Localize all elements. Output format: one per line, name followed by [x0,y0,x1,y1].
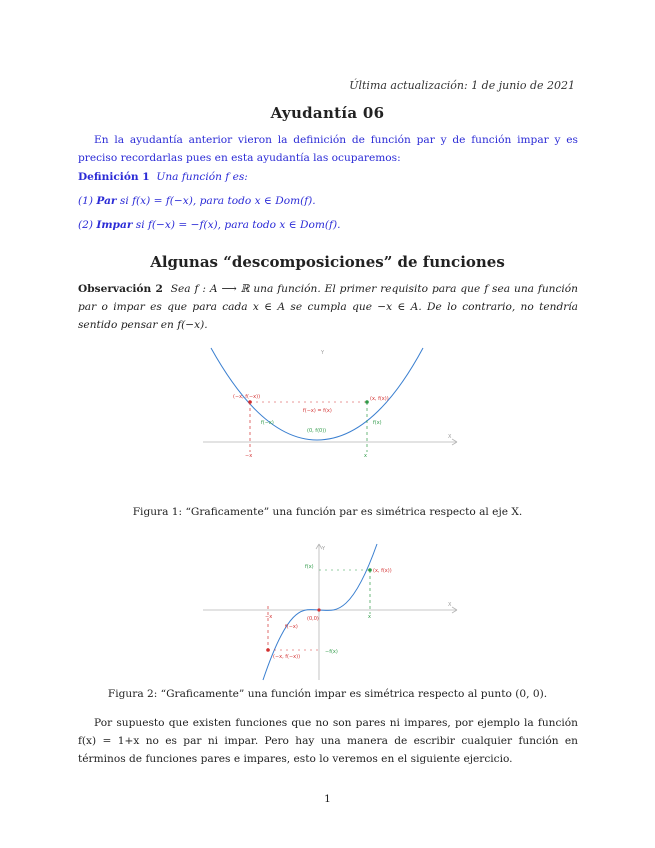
figure-1-caption: Figura 1: “Graficamente” una función par es simétrica respecto al eje X. [132,506,523,518]
label-point-x: (x, f(x)) [370,396,389,402]
point-origin [317,608,320,611]
label-x: x [368,614,371,620]
item-text: si f(−x) = −f(x), para todo x ∈ Dom(f). [135,219,341,231]
label-x: x [364,453,367,459]
definition-heading [78,171,248,183]
closing-paragraph: Por supuesto que existen funciones que no son pares ni impares, por ejemplo la función f(x) = 1+x no es par ni impar. Pero hay una manera de escribir cualquier función en términos de funciones pares e impares, esto lo veremos en el siguiente ejercicio. [78,717,578,765]
observation-label: Observación 2 [78,283,163,295]
point-minus-x [248,400,252,404]
item-term: Par [96,195,117,207]
label-equality: f(−x) = f(x) [303,408,332,414]
figure-2-odd-function-graph [195,540,465,685]
x-axis-arrow [452,439,457,442]
y-axis-label: Y [322,546,326,552]
point-minus-x [266,648,270,652]
item-marker: (2) [78,219,94,231]
observation-text: Sea f : A ⟶ ℝ una función. El primer requisito para que f sea una función par o impar es que para cada x ∈ A se cumpla que −x ∈ A. De lo contrario, no tendría sentido pensar en f(−x). [78,283,578,331]
label-f-x: f(x) [373,420,382,426]
y-axis-label: Y [321,350,325,356]
figure-2-caption: Figura 2: “Graficamente” una función impar es simétrica respecto al punto (0, 0). [107,688,548,700]
label-origin: (0,0) [307,616,319,622]
label-minus-x: −x [245,453,253,459]
point-x [368,568,372,572]
point-x [365,400,369,404]
y-axis-arrow [316,544,319,549]
x-axis-arrow [452,607,457,610]
definition-item-impar [78,219,340,231]
definition-item-par [78,195,316,207]
page-title: Ayudantía 06 [270,104,385,122]
label-minus-x: −x [265,614,273,620]
last-update-line: Última actualización: 1 de junio de 2021 [349,79,575,92]
label-f-x: f(x) [305,564,314,570]
x-axis-label: X [448,434,452,440]
page-number: 1 [324,793,331,805]
figure-1-even-function-graph [195,340,465,465]
label-point-x: (x, f(x)) [373,568,392,574]
label-point-minus-x: (−x, f(−x)) [233,394,261,400]
item-text: si f(x) = f(−x), para todo x ∈ Dom(f). [119,195,316,207]
observation-paragraph [78,280,578,334]
item-term: Impar [96,219,133,231]
definition-label: Definición 1 [78,171,150,183]
label-minus-f-x: −f(x) [325,649,338,655]
item-marker: (1) [78,195,94,207]
intro-paragraph: En la ayudantía anterior vieron la definición de función par y de función impar y es preciso recordarlas pues en esta ayudantía las ocuparemos: [78,134,578,164]
label-f-minus-x: f(−x) [261,420,274,426]
label-f-minus-x: f(−x) [285,624,298,630]
x-axis-label: X [448,602,452,608]
label-point-minus-x: (−x, f(−x)) [273,654,301,660]
x-axis-arrow [452,442,457,445]
section-title: Algunas “descomposiciones” de funciones [150,253,505,271]
definition-text: Una función f es: [156,171,248,183]
x-axis-arrow [452,610,457,613]
label-origin-point: (0, f(0)) [307,428,327,434]
